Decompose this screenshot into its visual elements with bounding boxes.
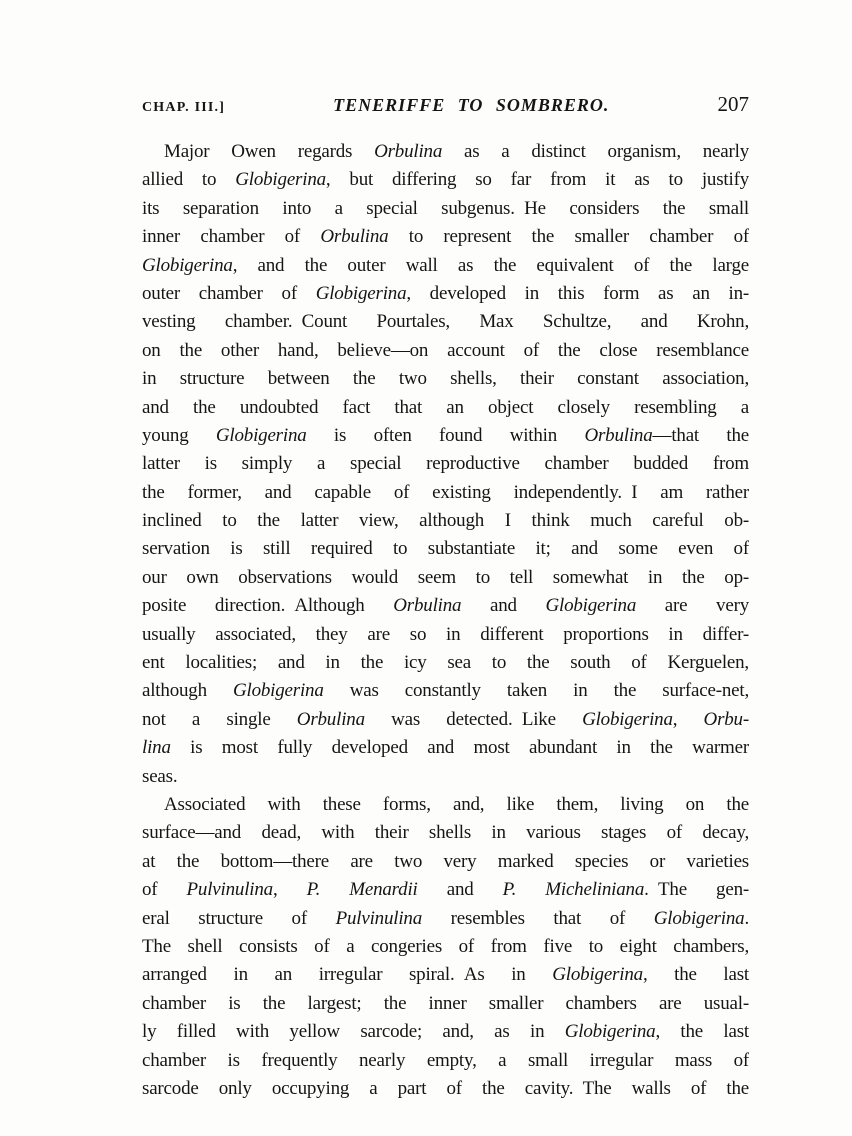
text-run: not a single [142, 708, 297, 730]
text-line [142, 905, 749, 933]
text-line [142, 876, 749, 904]
text-line [142, 791, 749, 819]
text-run: , developed in this form as an in- [406, 282, 749, 304]
running-header [142, 92, 749, 117]
species-name: Orbu- [703, 708, 749, 730]
text-line [142, 961, 749, 989]
species-name: Globigerina [552, 964, 643, 986]
text-run: chamber is the largest; the inner smaller chambers are usual- [142, 992, 749, 1014]
text-run: as a distinct organism, nearly [442, 141, 749, 162]
text-run: seas. [142, 765, 178, 787]
species-name: lina [142, 737, 171, 759]
text-line [142, 252, 749, 280]
text-line [142, 223, 749, 251]
text-run: surface—and dead, with their shells in various stages of decay, [142, 822, 749, 844]
chapter-label: CHAP. III.] [142, 100, 226, 115]
text-run: at the bottom—there are two very marked species or varieties [142, 850, 749, 872]
species-name: Orbulina [393, 595, 462, 617]
text-line [142, 763, 749, 791]
text-run: is most fully developed and most abundant in the warmer [170, 737, 749, 759]
paragraph [142, 138, 749, 791]
text-run: to represent the smaller chamber of [388, 226, 749, 248]
text-run: . The gen- [644, 879, 749, 901]
text-line [142, 507, 749, 535]
text-line [142, 138, 749, 166]
text-line [142, 564, 749, 592]
species-name: Globigerina [142, 254, 233, 276]
text-run: . [744, 907, 749, 929]
text-line [142, 450, 749, 478]
text-line [142, 706, 749, 734]
text-run: Associated with these forms, and, like them, living on the [164, 793, 749, 815]
species-name: Orbulina [374, 141, 443, 162]
text-run: resembles that of [422, 907, 654, 929]
text-run: ly filled with yellow sarcode; and, as in [142, 1021, 565, 1043]
text-line [142, 337, 749, 365]
text-run: sarcode only occupying a part of the cavity. The walls of the [142, 1077, 749, 1099]
text-run: is often found within [306, 424, 585, 446]
text-run: eral structure of [142, 907, 336, 929]
text-line [142, 677, 749, 705]
text-line [142, 990, 749, 1018]
text-run: , and the outer wall as the equivalent of the large [232, 254, 749, 276]
text-run: on the other hand, believe—on account of the close resemblance [142, 339, 749, 361]
text-run: usually associated, they are so in different proportions in differ- [142, 623, 749, 645]
text-run: , the last [642, 964, 749, 986]
text-run: was detected. Like [364, 708, 583, 730]
species-name: Globigerina [232, 680, 324, 702]
text-run: arranged in an irregular spiral. As in [142, 964, 553, 986]
text-line [142, 308, 749, 336]
species-name: Orbulina [584, 424, 653, 446]
species-name: Orbulina [296, 708, 365, 730]
text-line [142, 166, 749, 194]
text-line [142, 479, 749, 507]
text-line [142, 1018, 749, 1046]
species-name: Globigerina [315, 282, 407, 304]
text-run: our own observations would seem to tell somewhat in the op- [142, 566, 749, 588]
text-run: in structure between the two shells, their constant association, [142, 368, 749, 390]
text-run: Major Owen regards [164, 141, 375, 162]
text-run: its separation into a special subgenus. He considers the small [142, 197, 749, 219]
text-run: of [142, 879, 187, 901]
page-body [142, 138, 749, 1103]
species-name: Orbulina [320, 226, 389, 248]
page-number: 207 [717, 92, 749, 116]
text-run: , but differing so far from it as to justify [325, 169, 749, 191]
text-run: ent localities; and in the icy sea to the south of Kerguelen, [142, 652, 749, 674]
text-run: servation is still required to substantiate it; and some even of [142, 538, 749, 560]
species-name: P. Menardii [306, 879, 418, 901]
species-name: Globigerina [235, 169, 326, 191]
species-name: Globigerina [545, 595, 637, 617]
text-line [142, 280, 749, 308]
text-run: inclined to the latter view, although I think much careful ob- [142, 510, 749, 532]
text-line [142, 1047, 749, 1075]
species-name: Globigerina [564, 1021, 656, 1043]
text-run: , the last [655, 1021, 749, 1043]
text-run: latter is simply a special reproductive chamber budded from [142, 453, 749, 475]
text-line [142, 365, 749, 393]
text-line [142, 649, 749, 677]
text-run: the former, and capable of existing independently. I am rather [142, 481, 749, 503]
text-run: and [461, 595, 546, 617]
text-run: , [672, 708, 704, 730]
text-run: inner chamber of [142, 226, 321, 248]
text-run: outer chamber of [142, 282, 316, 304]
text-run: although [142, 680, 233, 702]
text-line [142, 734, 749, 762]
text-line [142, 933, 749, 961]
text-run: chamber is frequently nearly empty, a small irregular mass of [142, 1049, 749, 1071]
text-run: and the undoubted fact that an object closely resembling a [142, 396, 749, 418]
text-line [142, 819, 749, 847]
text-line [142, 535, 749, 563]
paragraph [142, 791, 749, 1103]
species-name: Globigerina [582, 708, 673, 730]
text-line [142, 195, 749, 223]
text-run: allied to [142, 169, 236, 191]
species-name: Pulvinulina [335, 907, 423, 929]
species-name: P. Micheliniana [502, 879, 645, 901]
species-name: Globigerina [215, 424, 307, 446]
text-run: was constantly taken in the surface-net, [323, 680, 749, 702]
text-run: , [272, 879, 307, 901]
text-run: are very [636, 595, 749, 617]
text-run: The shell consists of a congeries of from five to eight chambers, [142, 935, 749, 957]
text-line [142, 394, 749, 422]
text-run: —that the [652, 424, 749, 446]
text-line [142, 848, 749, 876]
text-run: and [417, 879, 503, 901]
text-run: young [142, 424, 216, 446]
text-run: vesting chamber. Count Pourtales, Max Schultze, and Krohn, [142, 311, 749, 333]
text-line [142, 592, 749, 620]
text-run: posite direction. Although [142, 595, 394, 617]
running-title: TENERIFFE TO SOMBRERO. [333, 95, 610, 115]
species-name: Globigerina [653, 907, 745, 929]
text-line [142, 1075, 749, 1103]
species-name: Pulvinulina [186, 879, 273, 901]
text-line [142, 621, 749, 649]
text-line [142, 422, 749, 450]
